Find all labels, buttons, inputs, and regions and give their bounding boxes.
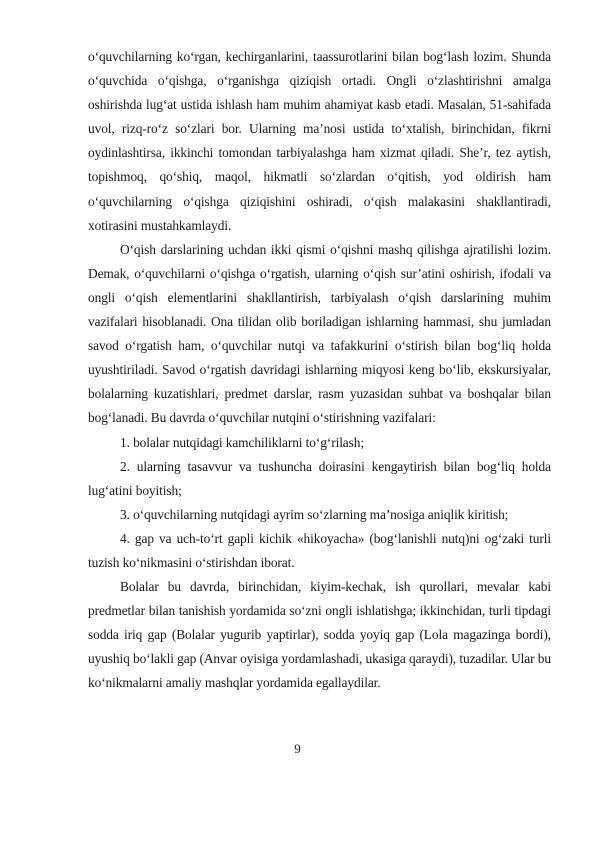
list-item-1: 1. bolalar nutqidagi kamchiliklarni to‘g‘rilash; (120, 434, 364, 450)
list-item-2: 2. ularning tasavvur va tushuncha doirasini kengaytirish bilan bog‘liq holda lug‘atini boyitish; (88, 458, 551, 498)
paragraph-closing: Bolalar bu davrda, birinchidan, kiyim-kechak, ish qurollari, mevalar kabi predmetlar bilan tanishish yordamida so‘zni ongli ishlatishga; ikkinchidan, turli tipdagi sodda iriq gap (Bolalar yugurib yaptirlar), sodda yoyiq gap (Lola magazinga bordi), uyushiq bo‘lakli gap (Anvar oyisiga yordamlashadi, ukasiga qaraydi), tuzadilar. Ular bu ko‘nikmalarni amaliy mashqlar yordamida egallaydilar. (88, 579, 551, 691)
paragraph-continuation: o‘quvchilarning ko‘rgan, kechirganlarini, taassurotlarini bilan bog‘lash lozim. Shunda o‘quvchida o‘qishga, o‘rganishga qiziqish ortadi. Ongli o‘zlashtirishni amalga oshirishda lug‘at ustida ishlash ham muhim ahamiyat kasb etadi. Masalan, 51-sahifada uvol, rizq-ro‘z so‘zlari bor. Ularning ma’nosi ustida to‘xtalish, birinchidan, fikrni oydinlashtirsa, ikkinchi tomondan tarbiyalashga ham xizmat qiladi. She’r, tez aytish, topishmoq, qo‘shiq, maqol, hikmatli so‘zlardan o‘qitish, yod oldirish ham o‘quvchilarning o‘qishga qiziqishini oshiradi, o‘qish malakasini shakllantiradi, xotirasini mustahkamlaydi. (88, 49, 551, 233)
paragraph-reading-lessons: O‘qish darslarining uchdan ikki qismi o‘qishni mashq qilishga ajratilishi lozim. Demak, o‘quvchilarni o‘qishga o‘rgatish, ularning o‘qish sur’atini oshirish, ifodali va ongli o‘qish elementlarini shakllantirish, tarbiyalash o‘qish darslarining muhim vazifalari hisoblanadi. Ona tilidan olib boriladigan ishlarning hammasi, shu jumladan savod o‘rgatish ham, o‘quvchilar nutqi va tafakkurini o‘stirish bilan bog‘liq holda uyushtiriladi. Savod o‘rgatish davridagi ishlarning miqyosi keng bo‘lib, ekskursiyalar, bolalarning kuzatishlari, predmet darslar, rasm yuzasidan suhbat va boshqalar bilan bog‘lanadi. Bu davrda o‘quvchilar nutqini o‘stirishning vazifalari: (88, 241, 551, 426)
list-item-3: 3. o‘quvchilarning nutqidagi ayrim so‘zlarning ma’nosiga aniqlik kiritish; (120, 506, 509, 522)
page-number: 9 (294, 741, 301, 756)
list-item-4: 4. gap va uch-to‘rt gapli kichik «hikoyacha» (bog‘lanishli nutq)ni og‘zaki turli tuzish ko‘nikmasini o‘stirishdan iborat. (88, 530, 551, 570)
body-text (88, 45, 551, 696)
